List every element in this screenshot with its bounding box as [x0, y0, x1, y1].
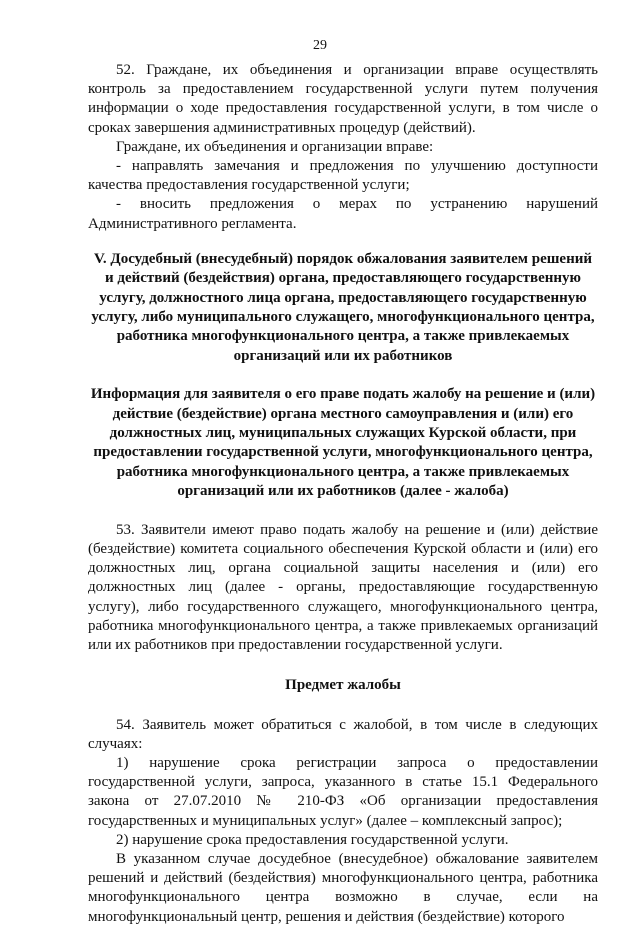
- paragraph-54: 54. Заявитель может обратиться с жалобой, в том числе в следующих случаях:: [88, 716, 598, 752]
- section-heading-v: V. Досудебный (внесудебный) порядок обжалования заявителем решений и действий (бездействия) органа, предоставляющего государственную услугу, должностного лица органа, предоставляющего государственную услугу, либо муниципального служащего, многофункционального центра, работника многофункционального центра, а также привлекаемых организаций или их работников: [91, 250, 595, 364]
- list-item-remarks: - направлять замечания и предложения по улучшению доступности качества предоставления государственной услуги;: [88, 158, 598, 194]
- document-content: [88, 61, 598, 927]
- subsection-heading-complaint-info: Информация для заявителя о его праве подать жалобу на решение и (или) действие (бездействие) органа местного самоуправления и (или) его должностных лиц, муниципальных служащих Курской области, при предоставлении государственной услуги, многофункционального центра, работника многофункционального центра, а также привлекаемых организаций или их работников (далее - жалоба): [90, 386, 596, 500]
- list-item-proposals: - вносить предложения о мерах по устранению нарушений Административного регламента.: [88, 196, 598, 232]
- paragraph-53: 53. Заявители имеют право подать жалобу на решение и (или) действие (бездействие) комитета социального обеспечения Курской области и (или) его должностных лиц, органа социальной защиты населения и (или) его должностных лиц (далее - органы, предоставляющие государственную услугу), либо государственного служащего, многофункционального центра, работника многофункционального центра, а также привлекаемых организаций или их работников при предоставлении государственной услуги.: [88, 521, 598, 653]
- paragraph-rights-intro: Граждане, их объединения и организации вправе:: [116, 138, 434, 155]
- list-item-term-violation: 2) нарушение срока предоставления государственной услуги.: [116, 831, 509, 848]
- paragraph-mfc-appeal: В указанном случае досудебное (внесудебное) обжалование заявителем решений и действий (бездействия) многофункционального центра, работника многофункционального центра возможно в случае, если на многофункциональный центр, решения и действия (бездействие) которого: [88, 850, 598, 925]
- subsection-heading-subject: Предмет жалобы: [285, 677, 401, 694]
- paragraph-52: 52. Граждане, их объединения и организации вправе осуществлять контроль за предоставлением государственной услуги путем получения информации о ходе предоставления государственной услуги, в том числе о сроках завершения административных процедур (действий).: [88, 62, 598, 136]
- list-item-registration-violation: 1) нарушение срока регистрации запроса о предоставлении государственной услуги, запроса, указанного в статье 15.1 Федерального закона от 27.07.2010 № 210-ФЗ «Об организации предоставления государственных и муниципальных услуг» (далее – комплексный запрос);: [88, 754, 598, 829]
- page-number: 29: [313, 38, 327, 53]
